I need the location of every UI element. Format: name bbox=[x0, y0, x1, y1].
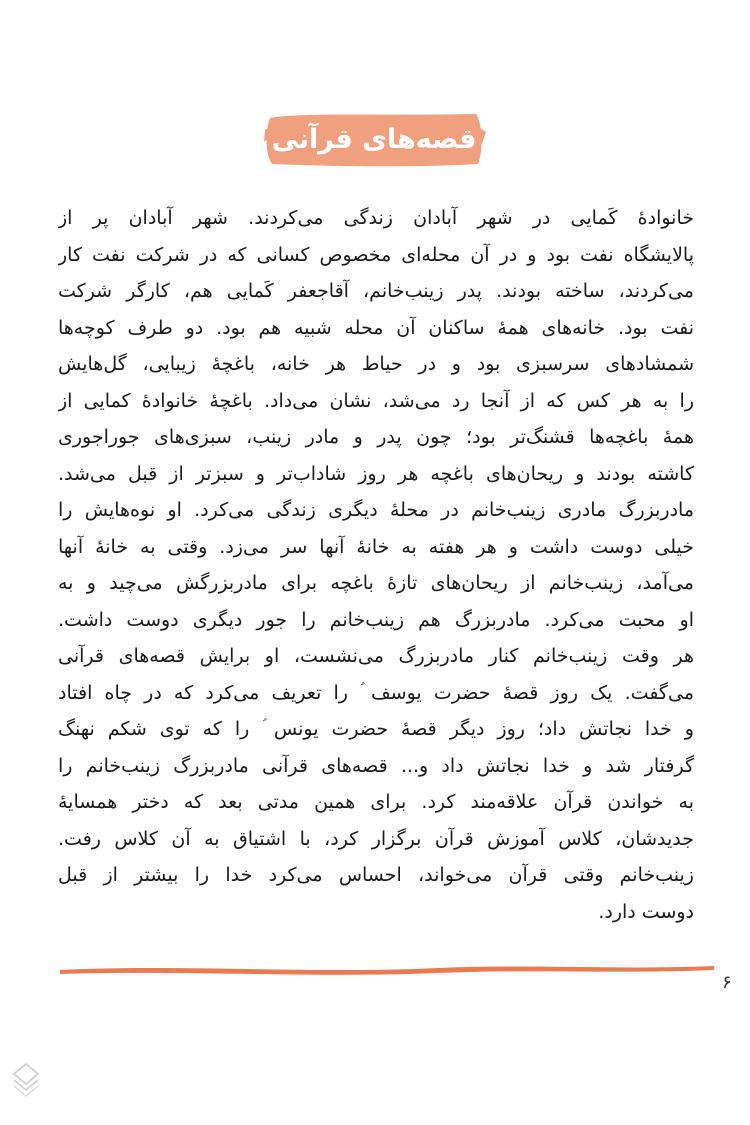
text-line: پالایشگاه نفت بود و در آن محله‌ای مخصوص کسانی که در شرکت نفت کار bbox=[58, 243, 694, 266]
decorative-brush-rule bbox=[58, 958, 718, 980]
text-line: خانوادۀ کَمایی در شهر آبادان زندگی می‌کردند. شهر آبادان پر از bbox=[58, 207, 694, 229]
text-line: او محبت می‌کرد. مادربزرگ هم زینب‌خانم را جور دیگری دوست داشت. bbox=[58, 608, 694, 631]
text-line: کاشته بودند و ریحان‌های باغچه هر روز شاداب‌تر و سبزتر از قبل می‌شد. bbox=[58, 462, 694, 485]
text-line: می‌گفت. یک روز قصهٔ حضرت یوسف ؑ را تعریف می‌کرد که در چاه افتاد bbox=[58, 681, 694, 704]
text-line: به خواندن قرآن علاقه‌مند کرد. برای همین مدتی بعد که دختر همسایهٔ bbox=[58, 791, 694, 813]
text-line: هر وقت زینب‌خانم کنار مادربزرگ می‌نشست، او برایش قصه‌های قرآنی bbox=[58, 645, 694, 667]
text-line: خیلی دوست داشت و هر هفته به خانهٔ آنها سر می‌زد. وقتی به خانهٔ آنها bbox=[58, 535, 694, 558]
text-line: می‌آمد، زینب‌خانم از ریحان‌های تازهٔ باغچه برای مادربزرگش می‌چید و به bbox=[58, 572, 694, 594]
story-body bbox=[58, 200, 694, 930]
book-logo-icon bbox=[8, 1060, 44, 1100]
text-line: گرفتار شد و خدا نجاتش داد و... قصه‌های قرآنی مادربزرگ زینب‌خانم را bbox=[58, 754, 694, 777]
title-badge bbox=[262, 108, 486, 170]
text-line: دوست دارد. bbox=[598, 900, 694, 923]
text-line: شمشادهای سرسبزی بود و در حیاط هر خانه، باغچهٔ زیبایی، گل‌هایش bbox=[58, 353, 694, 375]
text-line: جدیدشان، کلاس آموزش قرآن برگزار کرد، با اشتیاق به آن کلاس رفت. bbox=[58, 827, 694, 850]
text-line: زینب‌خانم وقتی قرآن می‌خواند، احساس می‌کرد خدا را بیشتر از قبل bbox=[58, 864, 694, 886]
text-line: می‌کردند، ساخته بودند. پدر زینب‌خانم، آقاجعفر کَمایی هم، کارگر شرکت bbox=[58, 280, 694, 302]
text-line: نفت بود. خانه‌های همهٔ ساکنان آن محله شبیه هم بود. دو طرف کوچه‌ها bbox=[58, 316, 694, 339]
text-line: مادربزرگ مادری زینب‌خانم در محلهٔ دیگری زندگی می‌کرد. او نوه‌هایش را bbox=[58, 499, 694, 521]
text-line: را به هر کس که از آنجا رد می‌شد، نشان می‌داد. باغچهٔ خانوادهٔ کمایی از bbox=[58, 389, 694, 412]
text-line: همهٔ باغچه‌ها قشنگ‌تر بود؛ چون پدر و مادر زینب، سبزی‌های جوراجوری bbox=[58, 426, 694, 448]
text-line: و خدا نجاتش داد؛ روز دیگر قصهٔ حضرت یونس ؑ را که توی شکم نهنگ bbox=[58, 718, 694, 740]
chapter-title: قصه‌های قرآنی bbox=[271, 123, 477, 155]
page-number: ۶ bbox=[722, 972, 732, 993]
